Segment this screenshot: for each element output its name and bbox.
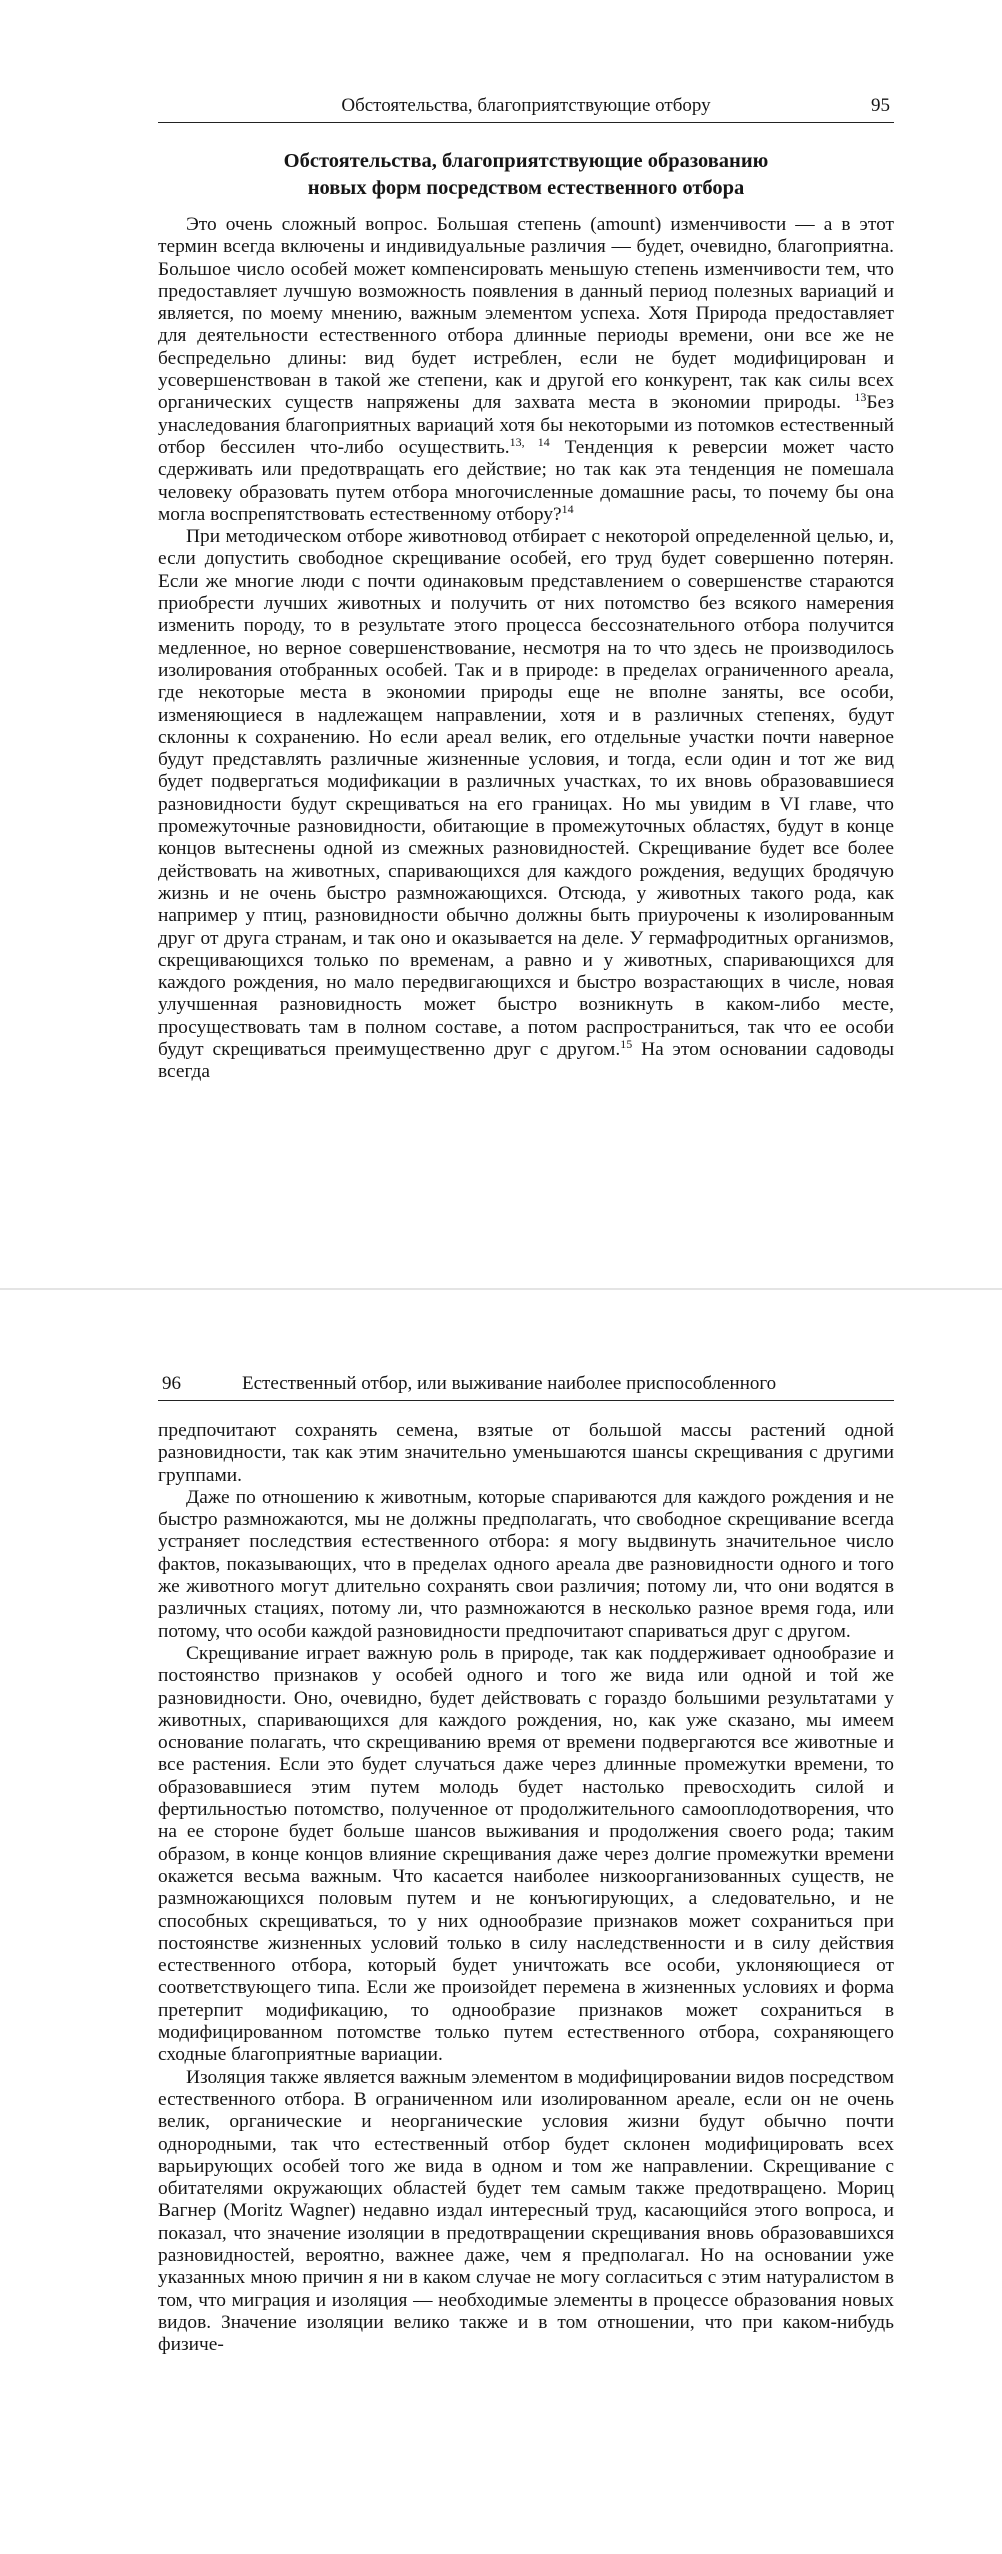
page-number: 96 — [162, 1373, 181, 1394]
footnote-ref: 13 — [854, 390, 867, 405]
body-text — [158, 1420, 894, 2356]
paragraph — [158, 526, 894, 1083]
paragraph — [158, 214, 894, 526]
text-run: Без унаследования благоприятных вариаций хотя бы некоторыми из потомков естественный отбор бессилен что-либо осуществить. — [158, 392, 894, 458]
running-head-title: Естественный отбор, или выживание наиболее приспособленного — [242, 1373, 777, 1394]
page-number: 95 — [871, 95, 890, 116]
text-run: Тенденция к реверсии может часто сдерживать или предотвращать его действие; но так как эта тенденция не помешала человеку образовать путем отбора многочисленные домашние расы, то почему бы она могла воспрепятствовать естественному отбору? — [158, 436, 894, 525]
section-title-line: Обстоятельства, благоприятствующие образованию — [283, 150, 769, 172]
paragraph: Скрещивание играет важную роль в природе, так как поддерживает однообразие и постоянство признаков у особей одного и того же вида или одной и той же разновидности. Оно, очевидно, будет действовать с гораздо большими результатами у животных, спаривающихся для каждого рождения, но, как уже сказано, мы имеем основание полагать, что скрещиванию время от времени подвергаются все животные и все растения. Если это будет случаться даже через длинные промежутки времени, то образовавшиеся этим путем молодь будет настолько превосходить силой и фертильностью потомство, полученное от продолжительного самооплодотворения, что на ее стороне будет больше шансов выживания и продолжения своего рода; таким образом, в конце концов влияние скрещивания даже через долгие промежутки времени окажется весьма важным. Что касается наиболее низкоорганизованных существ, не размножающихся половым путем и не конъюгирующих, а следовательно, и не способных скрещиваться, то у них однообразие признаков может сохраниться при постоянстве жизненных условий только в силу наследственности и в силу действия естественного отбора, который будет уничтожать все особи, уклоняющиеся от соответствующего типа. Если же произойдет перемена в жизненных условиях и форма претерпит модификацию, то однообразие признаков может сохраниться в модифицированном потомстве только путем естественного отбора, сохраняющего сходные благоприятные вариации. — [158, 1642, 894, 2066]
section-title — [158, 148, 894, 202]
paragraph: предпочитают сохранять семена, взятые от большой массы растений одной разновидности, так как этим значительно уменьшаются шансы скрещивания с другими группами. — [158, 1420, 894, 1486]
footnote-ref: 14 — [561, 501, 574, 516]
footnote-ref: 13, 14 — [509, 434, 550, 449]
text-run: Это очень сложный вопрос. Большая степень (amount) изменчивости — а в этот термин всегда включены и индивидуальные различия — будет, очевидно, благоприятна. Большое число особей может компенсировать меньшую степень изменчивости тем, что предоставляет лучшую возможность появления в данный период полезных вариаций и является, по моему мнению, важным элементом успеха. Хотя Природа предоставляет для деятельности естественного отбора длинные периоды времени, они все же не беспредельно длины: вид будет истреблен, если не будет модифицирован и усовершенствован в такой же степени, как и другой его конкурент, так как силы всех органических существ напряжены для захвата места в экономии природы. — [158, 214, 894, 414]
body-text — [158, 214, 894, 1084]
text-run: При методическом отборе животновод отбирает с некоторой определенной целью, и, если допустить свободное скрещивание особей, его труд будет совершенно потерян. Если же многие люди с почти одинаковым представлением о совершенстве стараются приобрести лучших животных и получить от них потомство без всякого намерения изменить породу, то в результате этого процесса бессознательного отбора получится медленное, но верное совершенствование, несмотря на то что здесь не производилось изолирования отобранных особей. Так и в природе: в пределах ограниченного ареала, где некоторые места в экономии природы еще не вполне заняты, все особи, изменяющиеся в надлежащем направлении, хотя и в различных степенях, будут склонны к сохранению. Но если ареал велик, его отдельные участки почти наверное будут представлять различные жизненные условия, и тогда, если один и тот же вид будет подвергаться модификации в различных участках, то их вновь образовавшиеся разновидности будут скрещиваться на его границах. Но мы увидим в VI главе, что промежуточные разновидности, обитающие в промежуточных областях, будут в конце концов вытеснены одной из смежных разновидностей. Скрещивание будет все более действовать на животных, спаривающихся для каждого рождения, ведущих бродячую жизнь и не очень быстро размножающихся. Отсюда, у животных такого рода, как например у птиц, разновидности обычно должны быть приурочены к изолированным друг от друга странам, и так оно и оказывается на деле. У гермафродитных организмов, скрещивающихся только по временам, а равно и у животных, спаривающихся для каждого рождения, но мало передвигающихся и быстро возрастающих в числе, новая улучшенная разновидность может быстро возникнуть в каком-либо месте, просуществовать там в полном составе, а потом распространиться, так что ее особи будут скрещиваться преимущественно друг с другом. — [158, 526, 894, 1060]
text-run: На этом основании садоводы всегда — [158, 1038, 894, 1083]
book-page-96 — [0, 1290, 1002, 2554]
footnote-ref: 15 — [620, 1036, 633, 1051]
running-head — [158, 1370, 894, 1401]
running-head-title: Обстоятельства, благоприятствующие отбору — [341, 95, 711, 116]
paragraph: Даже по отношению к животным, которые спариваются для каждого рождения и не быстро размножаются, мы не должны предполагать, что свободное скрещивание всегда устраняет последствия естественного отбора: я могу выдвинуть значительное число фактов, показывающих, что в пределах одного ареала две разновидности одного и того же животного могут длительно сохранять свои различия; потому ли, что они водятся в различных стациях, потому ли, что размножаются в несколько разное время года, или потому, что особи каждой разновидности предпочитают спариваться друг с другом. — [158, 1486, 894, 1642]
section-title-line: новых форм посредством естественного отбора — [307, 177, 745, 199]
paragraph: Изоляция также является важным элементом в модифицировании видов посредством естественного отбора. В ограниченном или изолированном ареале, если он не очень велик, органические и неорганические условия жизни будут обычно почти однородными, так что естественный отбор будет склонен модифицировать всех варьирующих особей того же вида в одном и том же направлении. Скрещивание с обитателями окружающих областей будет тем самым также предотвращено. Мориц Вагнер (Moritz Wagner) недавно издал интересный труд, касающийся этого вопроса, и показал, что значение изоляции в предотвращении скрещивания вновь образовавшихся разновидностей, вероятно, важнее даже, чем я предполагал. Но на основании уже указанных мною причин я ни в каком случае не могу согласиться с этим натуралистом в том, что миграция и изоляция — необходимые элементы в процессе образования новых видов. Значение изоляции велико также и в том отношении, что при каком-нибудь физиче- — [158, 2066, 894, 2356]
running-head — [158, 92, 894, 123]
